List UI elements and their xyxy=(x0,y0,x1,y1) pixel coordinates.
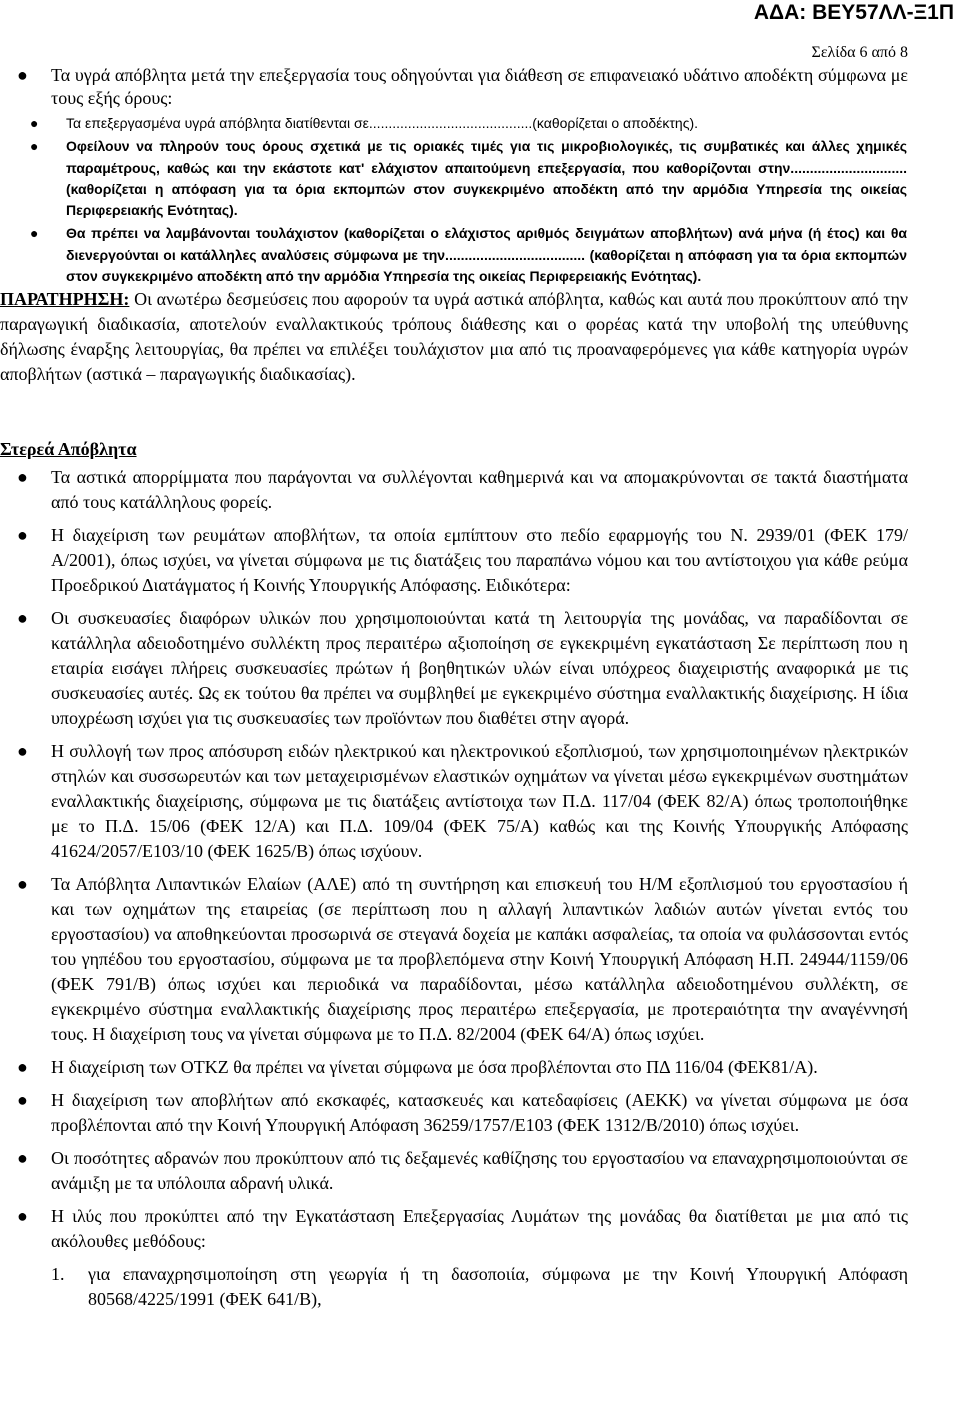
bullet-icon: ● xyxy=(17,1148,28,1168)
item-number: 1. xyxy=(51,1264,65,1284)
liquid-waste-term: Θα πρέπει να λαμβάνονται τουλάχιστον (καθορίζεται ο ελάχιστος αριθμός δειγμάτων αποβλήτων) ανά μήνα (ή έτος) και θα διενεργούνται οι κατάλληλες αναλύσεις σύμφωνα με την.................................... (καθορίζεται η απόφαση για τα όρια εκπομπών στον συγκεκριμένο αποδέκτη από την αρμόδια Υπηρεσία της οικείας Περιφερειακής Ενότητας). xyxy=(66,225,907,285)
list-item xyxy=(0,136,960,221)
bullet-icon: ● xyxy=(17,65,28,85)
page-number: Σελίδα 6 από 8 xyxy=(811,44,908,61)
note-text: Οι ανωτέρω δεσμεύσεις που αφορούν τα υγρά αστικά απόβλητα, καθώς και αυτά που προκύπτουν από την παραγωγική διαδικασία, αποτελούν εναλλακτικούς τρόπους διάθεσης και ο φορέας κατά την υποβολή της υπεύθυνης δήλωσης έναρξης λειτουργίας, θα πρέπει να επιλέξει τουλάχιστον μια από τις προαναφερόμενες για κάθε κατηγορία υγρών αποβλήτων (αστικά – παραγωγικής διαδικασίας). xyxy=(0,289,908,384)
solid-waste-item: Η διαχείριση των ΟΤΚΖ θα πρέπει να γίνεται σύμφωνα με όσα προβλέπονται στο ΠΔ 116/04 (ΦΕΚ81/Α). xyxy=(51,1057,818,1077)
list-item xyxy=(0,113,960,134)
bullet-icon: ● xyxy=(17,1090,28,1110)
solid-waste-item: Η διαχείριση των ρευμάτων αποβλήτων, τα οποία εμπίπτουν στο πεδίο εφαρμογής του Ν. 2939/01 (ΦΕΚ 179/Α/2001), όπως ισχύει, να γίνεται σύμφωνα με τις διατάξεις του παραπάνω νόμου και του αντίστοιχου για κάθε ρεύμα Προεδρικού Διατάγματος ή Κοινής Υπουργικής Απόφασης. Ειδικότερα: xyxy=(51,525,908,595)
list-item xyxy=(0,1146,960,1196)
liquid-waste-terms-list xyxy=(0,113,960,289)
solid-waste-item: Τα Απόβλητα Λιπαντικών Ελαίων (ΑΛΕ) από τη συντήρηση και επισκευή του Η/Μ εξοπλισμού του εργοστασίου ή και των οχημάτων της εταιρείας (σε περίπτωση που η αλλαγή λιπαντικών λαδιών αυτών γίνεται εντός του εργοστασίου) να αποθηκεύονται προσωρινά σε στεγανά δοχεία με καπάκι ασφαλείας, τα οποία να φυλάσσονται εντός του γηπέδου του εργοστασίου, σύμφωνα με τα προβλεπόμενα στην Κοινή Υπουργική Απόφαση Η.Π. 24944/1159/06 (ΦΕΚ 791/Β) όπως ισχύει και περιοδικά να παραδίδονται, μέσω κατάλληλα αδειοδοτημένου συλλέκτη, σε εγκεκριμένο σύστημα εναλλακτικής διαχείρισης προς περαιτέρω επεξεργασία, με προτεραιότητα την αναγέννησή τους. Η διαχείριση τους να γίνεται σύμφωνα με το Π.Δ. 82/2004 (ΦΕΚ 64/Α) όπως ισχύει. xyxy=(51,874,908,1044)
note-paragraph xyxy=(0,287,908,387)
list-item xyxy=(0,223,960,287)
bullet-icon: ● xyxy=(17,525,28,545)
solid-waste-item: Η διαχείριση των αποβλήτων από εκσκαφές, κατασκευές και κατεδαφίσεις (ΑΕΚΚ) να γίνεται σύμφωνα με όσα προβλέπονται από την Κοινή Υπουργική Απόφαση 36259/1757/Ε103 (ΦΕΚ 1312/Β/2010) όπως ισχύει. xyxy=(51,1090,908,1135)
liquid-waste-intro: Τα υγρά απόβλητα μετά την επεξεργασία τους οδηγούνται για διάθεση σε επιφανειακό υδάτινο αποδέκτη σύμφωνα με τους εξής όρους: xyxy=(51,65,908,108)
bullet-icon: ● xyxy=(17,1057,28,1077)
solid-waste-item: Οι συσκευασίες διαφόρων υλικών που χρησιμοποιούνται κατά τη λειτουργία της μονάδας, να παραδίδονται σε κατάλληλα αδειοδοτημένο συλλέκτη προς περαιτέρω αξιοποίηση σε εγκεκριμένη εγκατάσταση Σε περίπτωση που η εταιρία εισάγει πλήρεις συσκευασίες πρώτων ή βοηθητικών υλών είναι υπόχρεος διαχειριστής αναφορικά με τις συσκευασίες αυτές. Ως εκ τούτου θα πρέπει να συμβληθεί με εγκεκριμένο σύστημα εναλλακτικής διαχείρισης. Η ίδια υποχρέωση ισχύει για τις συσκευασίες των προϊόντων που διαθέτει στην αγορά. xyxy=(51,608,908,728)
solid-waste-list xyxy=(0,465,960,1320)
list-item xyxy=(0,739,960,864)
numbered-item-text: για επαναχρησιμοποίηση στη γεωργία ή τη δασοποιία, σύμφωνα με την Κοινή Υπουργική Απόφαση 80568/4225/1991 (ΦΕΚ 641/Β), xyxy=(88,1264,908,1309)
list-item xyxy=(0,64,960,110)
bullet-icon: ● xyxy=(17,467,28,487)
bullet-icon: ● xyxy=(17,741,28,761)
solid-waste-item: Η συλλογή των προς απόσυρση ειδών ηλεκτρικού και ηλεκτρονικού εξοπλισμού, των χρησιμοποιημένων ηλεκτρικών στηλών και συσσωρευτών και των μεταχειρισμένων ελαστικών οχημάτων να γίνεται μέσω εγκεκριμένων συστημάτων εναλλακτικής διαχείρισης, σύμφωνα με τις διατάξεις αντίστοιχα των Π.Δ. 117/04 (ΦΕΚ 82/Α) όπως τροποποιήθηκε με το Π.Δ. 15/06 (ΦΕΚ 12/Α) και Π.Δ. 109/04 (ΦΕΚ 75/Α) καθώς και της Κοινής Υπουργικής Απόφασης 41624/2057/Ε103/10 (ΦΕΚ 1625/Β) όπως ισχύουν. xyxy=(51,741,908,861)
numbered-item xyxy=(0,1262,960,1312)
liquid-waste-intro-list xyxy=(0,64,960,110)
solid-waste-item: Η ιλύς που προκύπτει από την Εγκατάσταση Επεξεργασίας Λυμάτων της μονάδας θα διατίθεται με μια από τις ακόλουθες μεθόδους: xyxy=(51,1206,908,1251)
bullet-icon: ● xyxy=(17,608,28,628)
liquid-waste-term: Οφείλουν να πληρούν τους όρους σχετικά με τις οριακές τιμές για τις μικροβιολογικές, τις συμβατικές και άλλες χημικές παραμέτρους, καθώς και την εκάστοτε κατ' ελάχιστον απαιτούμενη επεξεργασία, που καθορίζονται στην..............................(καθορίζεται η απόφαση για τα όρια εκπομπών στον συγκεκριμένο αποδέκτη από την αρμόδια Υπηρεσία της οικείας Περιφερειακής Ενότητας). xyxy=(66,138,907,219)
list-item xyxy=(0,606,960,731)
bullet-icon: ● xyxy=(30,138,39,155)
list-item xyxy=(0,1088,960,1138)
solid-waste-item: Τα αστικά απορρίμματα που παράγονται να συλλέγονται καθημερινά και να απομακρύνονται σε τακτά διαστήματα από τους κατάλληλους φορείς. xyxy=(51,467,908,512)
liquid-waste-term: Τα επεξεργασμένα υγρά απόβλητα διατίθενται σε..........................................(καθορίζεται ο αποδέκτης). xyxy=(66,115,699,131)
list-item xyxy=(0,523,960,598)
bullet-icon: ● xyxy=(17,874,28,894)
bullet-icon: ● xyxy=(30,115,39,131)
list-item xyxy=(0,1055,960,1080)
list-item xyxy=(0,1204,960,1254)
bullet-icon: ● xyxy=(17,1206,28,1226)
solid-waste-heading: Στερεά Απόβλητα xyxy=(0,439,137,459)
solid-waste-item: Οι ποσότητες αδρανών που προκύπτουν από τις δεξαμενές καθίζησης του εργοστασίου να επαναχρησιμοποιούνται σε ανάμιξη με τα υπόλοιπα αδρανή υλικά. xyxy=(51,1148,908,1193)
bullet-icon: ● xyxy=(30,225,39,242)
list-item xyxy=(0,872,960,1047)
note-label: ΠΑΡΑΤΗΡΗΣΗ: xyxy=(0,289,130,309)
ada-code: ΑΔΑ: ΒΕΥ57ΛΛ-Ξ1Π xyxy=(753,1,954,24)
list-item xyxy=(0,465,960,515)
